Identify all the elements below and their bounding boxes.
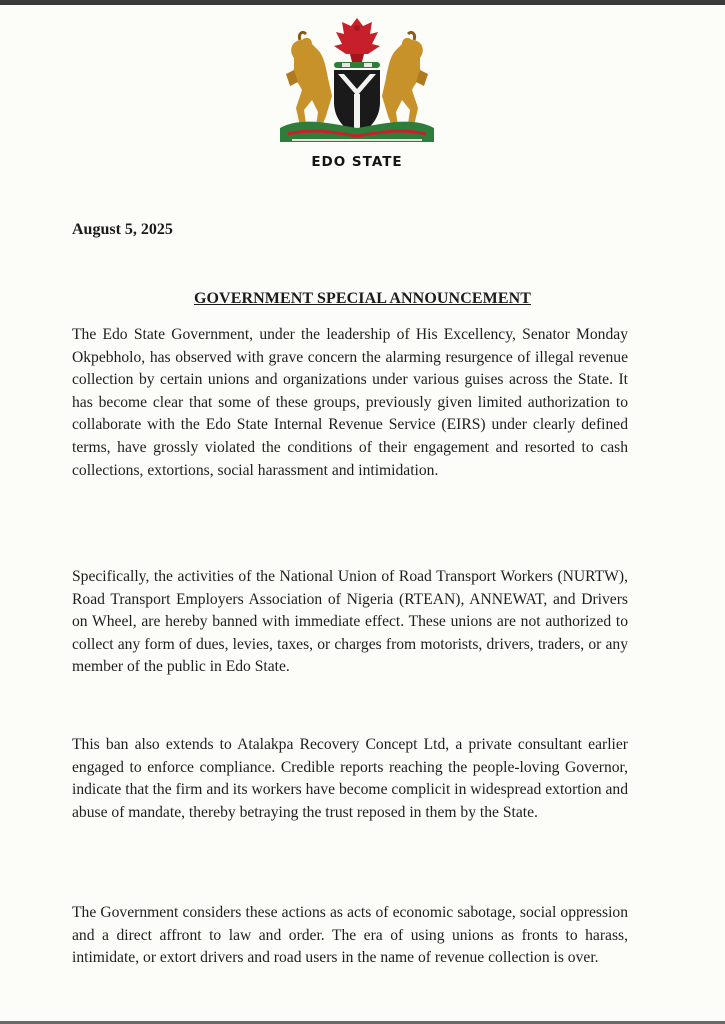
top-border — [0, 0, 725, 5]
letter-date: August 5, 2025 — [72, 221, 173, 238]
coat-of-arms-icon — [272, 16, 442, 154]
right-horse-icon — [382, 32, 428, 126]
paragraph-4: The Government considers these actions as acts of economic sabotage, social oppression and a direct affront to law and order. The era of using unions as fronts to harass, intimidate, or extort drivers and road users in the name of revenue collection is over. — [72, 904, 628, 967]
left-horse-icon — [286, 32, 332, 126]
paragraph-3: This ban also extends to Atalakpa Recovery Concept Ltd, a private consultant earlier engaged to enforce compliance. Credible reports reaching the people-loving Governor, indicate that the firm and its workers have become complicit in widespread extortion and abuse of mandate, thereby betraying the trust reposed in them by the State. — [72, 736, 628, 821]
eagle-icon — [334, 18, 380, 62]
document-title: GOVERNMENT SPECIAL ANNOUNCEMENT — [193, 290, 532, 307]
coat-of-arms — [272, 16, 442, 176]
paragraph-1: The Edo State Government, under the leadership of His Excellency, Senator Monday Okpebholo, has observed with grave concern the alarming resurgence of illegal revenue collection by certain unions and organizations under various guises across the State. It has become clear that some of these groups, previously given limited authorization to collaborate with the Edo State Internal Revenue Service (EIRS) under clearly defined terms, have grossly violated the conditions of their engagement and resorted to cash collections, extortions, social harassment and intimidation. — [72, 326, 628, 479]
crest-label: EDO STATE — [311, 154, 403, 170]
paragraph-2: Specifically, the activities of the National Union of Road Transport Workers (NURTW), Road Transport Employers Association of Nigeria (RTEAN), ANNEWAT, and Drivers on Wheel, are hereby banned with immediate effect. These unions are not authorized to collect any form of dues, levies, taxes, or charges from motorists, drivers, traders, or any member of the public in Edo State. — [72, 568, 628, 676]
